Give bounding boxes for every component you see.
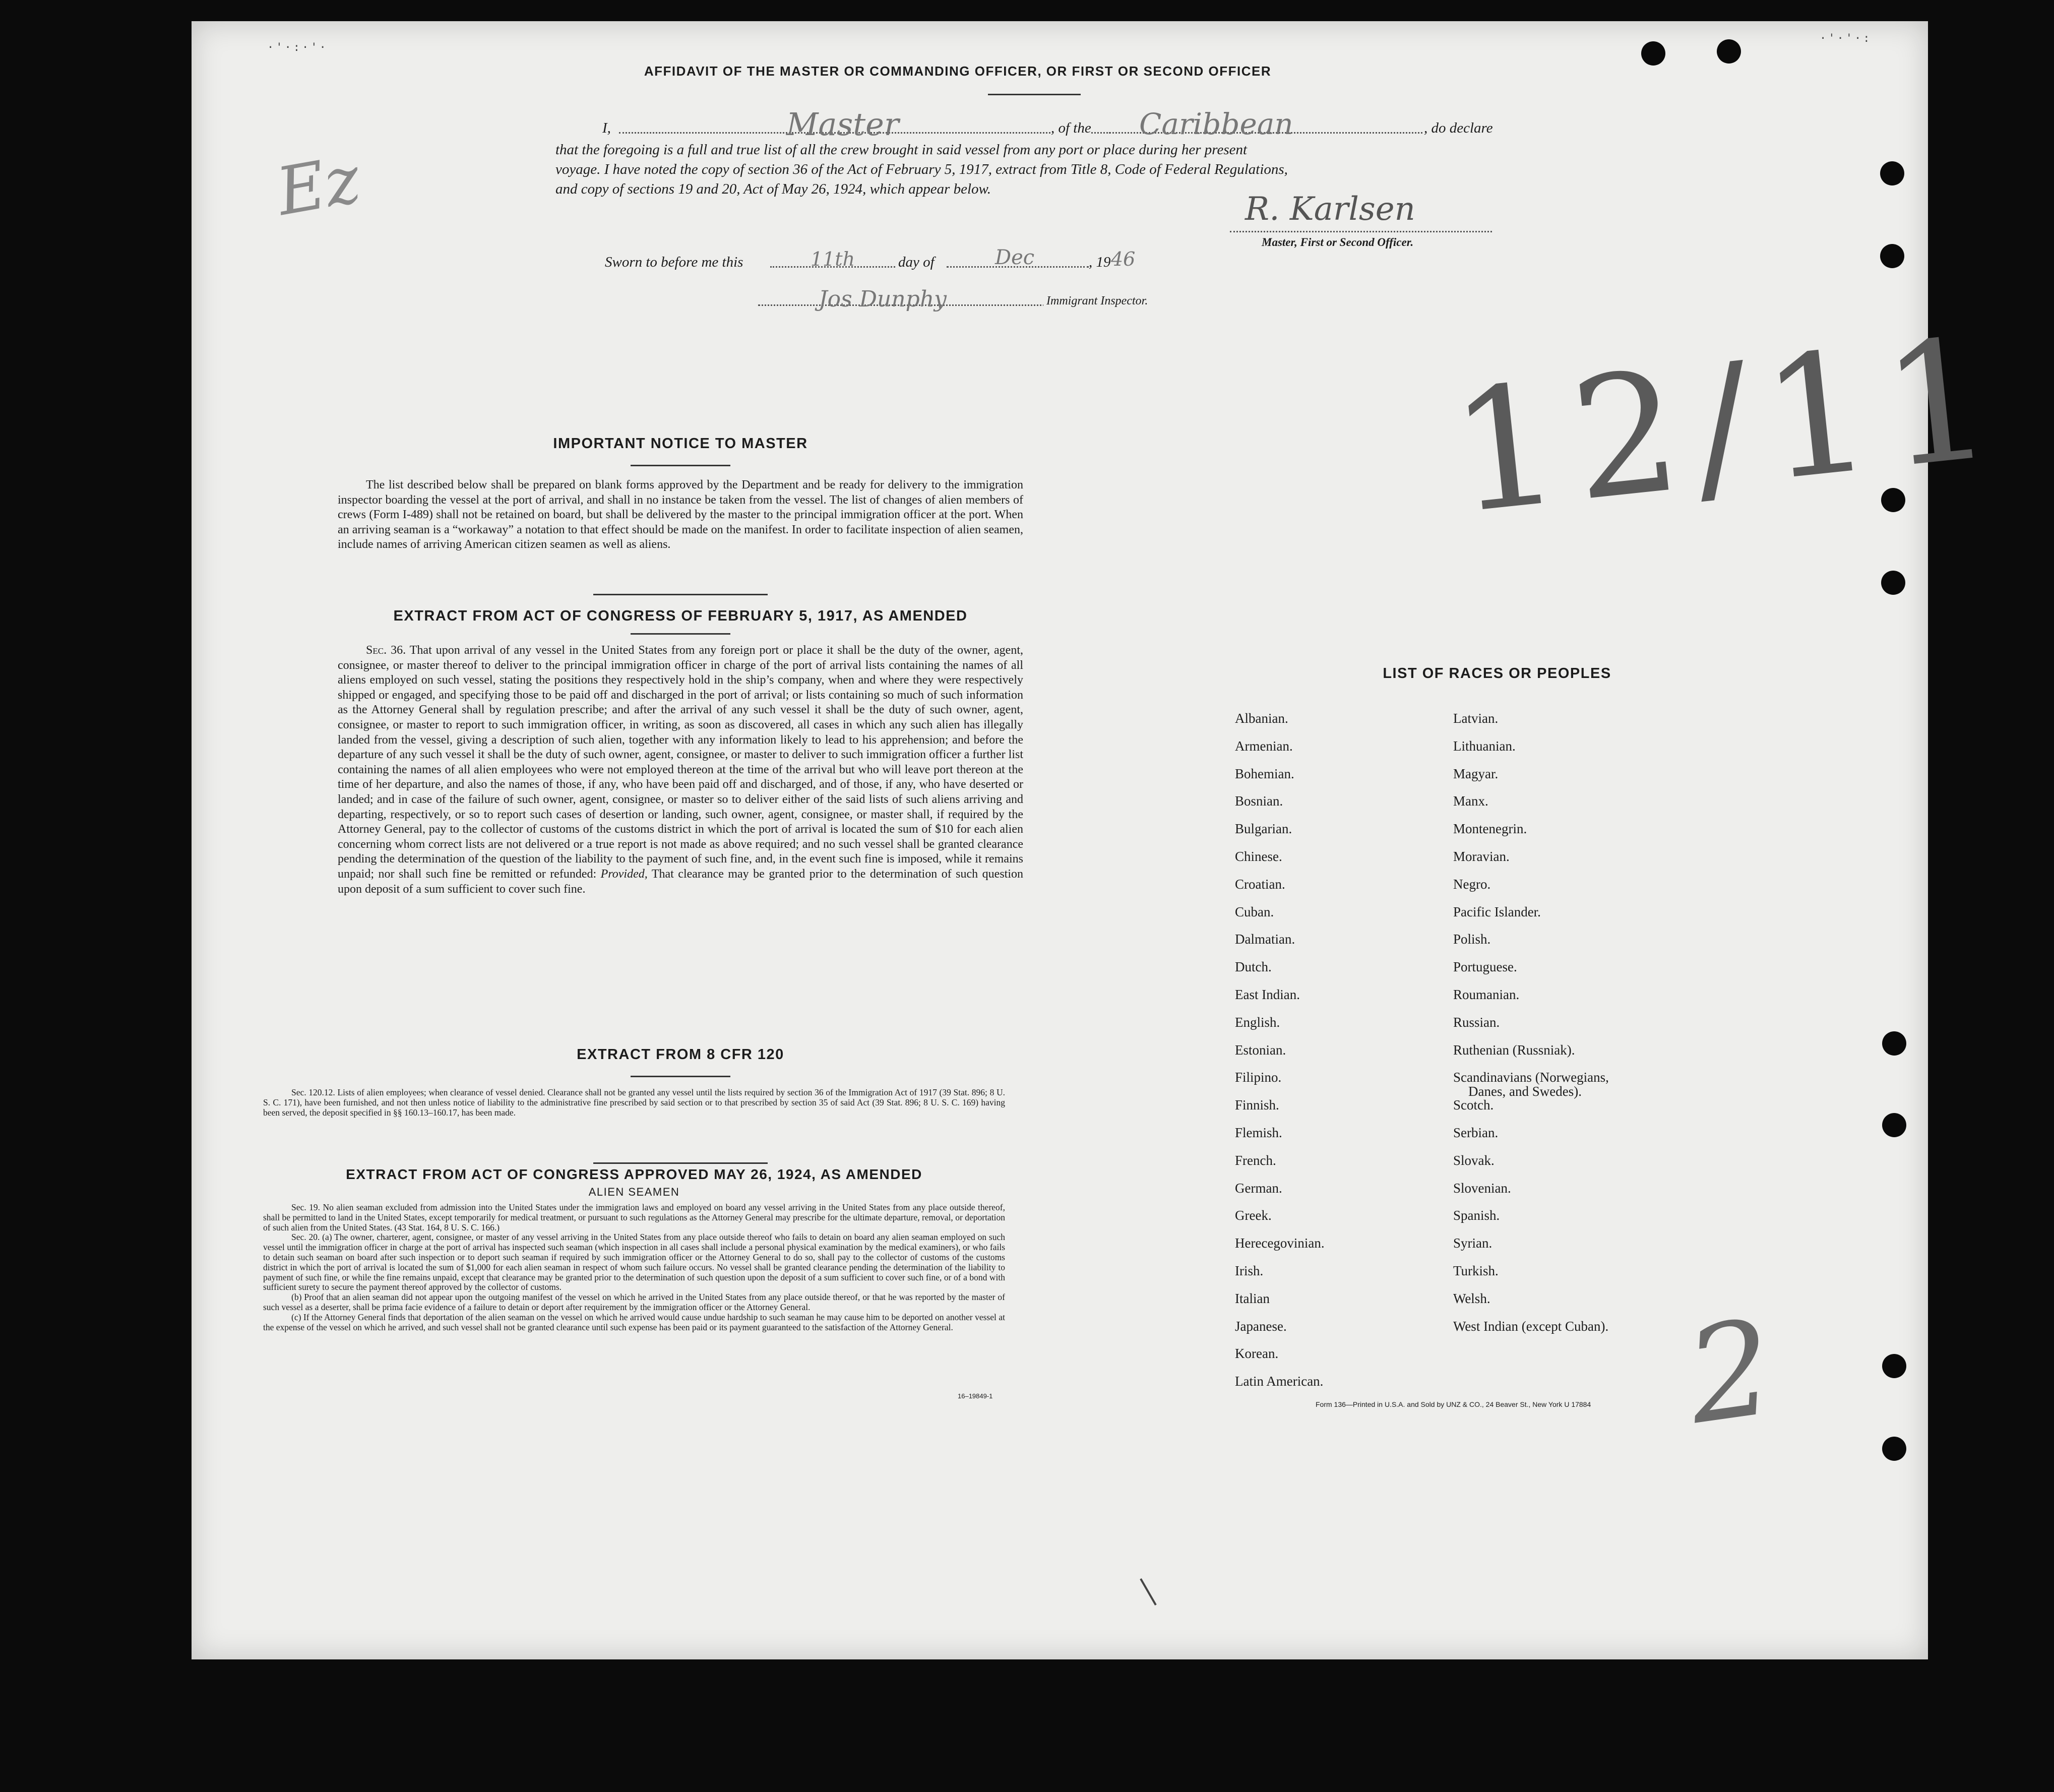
handwritten-large-note: 12/11 [1443, 300, 2016, 551]
section-label: Sec. 36. [366, 644, 406, 657]
race-item: Slovak. [1453, 1152, 1495, 1168]
notice-paragraph: The list described below shall be prepared on blank forms approved by the Department and be ready for delivery to the immigration inspector boarding the vessel at the port of arrival, and shall in no instance be taken from the vessel. The list of changes of alien members of crews (Form I-489) shall not be retained on board, but shall be delivered by the master to the principal immigration officer at the port. When an arriving seaman is a “workaway” a notation to that effect should be made on the manifest. In order to facilitate inspection of alien seamen, include names of arriving American citizen seamen as well as aliens. [338, 478, 1023, 551]
affidavit-i-label: I, [602, 120, 611, 136]
handwritten-corner-number: 2 [1678, 1291, 1782, 1454]
do-declare-label: , do declare [1424, 120, 1493, 136]
extract-1917-block [338, 643, 1023, 897]
race-item: Chinese. [1235, 849, 1282, 864]
divider [593, 1162, 768, 1164]
race-item: Negro. [1453, 876, 1491, 892]
signature-blank [1230, 231, 1492, 232]
of-the-label: , of the [1051, 120, 1091, 136]
punch-hole [1882, 1437, 1906, 1461]
extract-1917-title: EXTRACT FROM ACT OF CONGRESS OF FEBRUARY 5, 1917, AS AMENDED [393, 608, 968, 624]
form-footer: Form 136—Printed in U.S.A. and Sold by UNZ & CO., 24 Beaver St., New York U 17884 [1316, 1400, 1591, 1408]
handwritten-month: Dec [995, 246, 1035, 269]
inspector-signature: Jos Dunphy [819, 286, 947, 312]
race-item: Russian. [1453, 1014, 1500, 1030]
affidavit-title: AFFIDAVIT OF THE MASTER OR COMMANDING OFFICER, OR FIRST OR SECOND OFFICER [644, 64, 1272, 79]
race-item: Croatian. [1235, 876, 1285, 892]
race-item: Moravian. [1453, 849, 1510, 864]
race-item: Albanian. [1235, 711, 1288, 726]
punch-hole [1881, 571, 1905, 595]
race-item: Herecegovinian. [1235, 1235, 1325, 1251]
race-item: German. [1235, 1180, 1282, 1196]
race-item: Dutch. [1235, 959, 1272, 975]
race-item: Portuguese. [1453, 959, 1517, 975]
race-item: French. [1235, 1152, 1276, 1168]
extract-1924-block [263, 1203, 1005, 1332]
divider [988, 94, 1081, 95]
extract-1917-paragraph [338, 643, 1023, 897]
punch-hole [1882, 1354, 1906, 1378]
race-item: Bohemian. [1235, 766, 1294, 781]
race-item: Ruthenian (Russniak). [1453, 1042, 1575, 1058]
race-item: Magyar. [1453, 766, 1499, 781]
punch-hole [1880, 244, 1904, 268]
race-item: Greek. [1235, 1208, 1272, 1223]
form-code: 16–19849-1 [958, 1392, 993, 1400]
race-item: Armenian. [1235, 738, 1293, 754]
race-item: Flemish. [1235, 1125, 1282, 1140]
race-item: Korean. [1235, 1346, 1279, 1362]
punch-hole [1882, 1031, 1906, 1056]
section-text-end: That clearance may be granted prior to the determination of such question upon deposit of a sum sufficient to cover such fine. [338, 867, 1023, 896]
day-of-label: day of [898, 254, 935, 270]
race-item: Irish. [1235, 1263, 1264, 1278]
affidavit-line: that the foregoing is a full and true list of all the crew brought in said vessel from any port or place during her present [555, 142, 1248, 158]
race-item: Latvian. [1453, 711, 1499, 726]
punch-hole [1882, 1113, 1906, 1137]
race-item: Turkish. [1453, 1263, 1499, 1278]
sec20b-paragraph: (b) Proof that an alien seaman did not appear upon the outgoing manifest of the vessel on which he arrived in the United States from any place outside thereof, or that he was reported by the master of such vessel as a deserter, shall be prima facie evidence of a failure to detain or deport after requirement by the immigration officer or the Attorney General. [263, 1292, 1005, 1312]
divider [631, 465, 730, 466]
year-label: , 19 [1089, 254, 1111, 270]
race-item: Spanish. [1453, 1208, 1500, 1223]
race-item: Japanese. [1235, 1318, 1287, 1334]
race-item: Lithuanian. [1453, 738, 1516, 754]
race-item: English. [1235, 1014, 1280, 1030]
handwritten-year: 46 [1111, 248, 1136, 270]
race-item: Bulgarian. [1235, 821, 1292, 837]
race-item: Polish. [1453, 932, 1491, 947]
race-item: Dalmatian. [1235, 932, 1295, 947]
race-item: Slovenian. [1453, 1180, 1511, 1196]
signature-caption: Master, First or Second Officer. [1262, 236, 1414, 249]
race-item: Scotch. [1453, 1097, 1494, 1113]
alien-seamen-subtitle: ALIEN SEAMEN [588, 1186, 680, 1198]
race-item: Montenegrin. [1453, 821, 1527, 837]
notice-title: IMPORTANT NOTICE TO MASTER [553, 436, 808, 452]
race-item: Serbian. [1453, 1125, 1499, 1140]
divider [631, 633, 730, 635]
race-item: Manx. [1453, 793, 1488, 809]
notice-text-block [338, 478, 1023, 552]
race-item: Syrian. [1453, 1235, 1492, 1251]
print-speck: ·'·:·'· [267, 41, 328, 54]
affidavit-line: voyage. I have noted the copy of section 36 of the Act of February 5, 1917, extract from Title 8, Code of Federal Regulations, [555, 161, 1288, 177]
extract-cfr-title: EXTRACT FROM 8 CFR 120 [577, 1046, 784, 1063]
race-item: Scandinavians (Norwegians, [1453, 1070, 1609, 1085]
margin-initial: Ez [271, 140, 366, 231]
races-title: LIST OF RACES OR PEOPLES [1383, 665, 1611, 682]
race-item: Italian [1235, 1290, 1270, 1306]
race-item: East Indian. [1235, 987, 1300, 1002]
extract-1924-title: EXTRACT FROM ACT OF CONGRESS APPROVED MAY 26, 1924, AS AMENDED [346, 1166, 922, 1182]
sec19-paragraph: Sec. 19. No alien seaman excluded from admission into the United States under the immigration laws and employed on board any vessel arriving in the United States from any place outside thereof, shall be permitted to land in the United States, except temporarily for medical treatment, or pursuant to such regulations as the Attorney General may prescribe for the ultimate departure, removal, or deportation of such alien from the United States. (43 Stat. 164, 8 U. S. C. 166.) [263, 1202, 1005, 1232]
affidavit-line: and copy of sections 19 and 20, Act of May 26, 1924, which appear below. [555, 181, 991, 197]
extract-cfr-block [263, 1088, 1005, 1118]
document-page [192, 21, 2016, 1659]
race-item: Pacific Islander. [1453, 904, 1541, 919]
race-item: Latin American. [1235, 1374, 1324, 1389]
race-item: Bosnian. [1235, 793, 1283, 809]
sec20c-paragraph: (c) If the Attorney General finds that deportation of the alien seaman on the vessel on which he arrived would cause undue hardship to such seaman he may cause him to be deported on another vessel at the expense of the vessel on which he arrived, and such vessel shall not be granted clearance until such expense has been paid or its payment guaranteed to the satisfaction of the Attorney General. [263, 1312, 1005, 1332]
sworn-label: Sworn to before me this [605, 254, 743, 270]
master-signature: R. Karlsen [1245, 191, 1415, 228]
section-text: That upon arrival of any vessel in the United States from any foreign port or place it shall be the duty of the owner, agent, consignee, or master thereof to deliver to the principal immigration officer in charge of the port of arrival lists containing the names of all aliens employed on such vessel, stating the positions they respectively hold in the ship’s company, when and where they were respectively shipped or engaged, and specifying those to be paid off and discharged in the port of arrival; or lists containing so much of such information as the Attorney General shall by regulation prescribe; and after the arrival of any such vessel it shall be the duty of such owner, agent, consignee, or master to report to such immigration officer, in writing, as soon as discovered, all cases in which any such alien has illegally landed from the vessel, giving a description of such alien, together with any information likely to lead to his apprehension; and before the departure of any such vessel it shall be the duty of such owner, agent, consignee, or master to deliver to such immigration officer a further list containing the names of all alien employees who were not employed thereon at the time of the arrival but who will leave port thereon at the time of her departure, and also the names of those, if any, who have been paid off and discharged, and of those, if any, who have deserted or landed; and in case of the failure of such owner, agent, consignee, or master so to deliver either of the said lists of such aliens arriving and departing, respectively, or so to report such cases of desertion or landing, such owner, agent, consignee, or master shall, if required by the Attorney General, pay to the collector of customs of the customs district in which the port of arrival is located the sum of $10 for each alien concerning whom correct lists are not delivered or a true report is not made as above required; and no such vessel shall be granted clearance pending the determination of the question of the liability to the payment of such fine, and, in the event such fine is imposed, while it remains unpaid; nor shall such fine be remitted or refunded: [338, 644, 1023, 881]
divider [593, 594, 768, 595]
cfr-paragraph: Sec. 120.12. Lists of alien employees; when clearance of vessel denied. Clearance shall not be granted any vessel until the lists required by section 36 of the Immigration Act of 1917 (39 Stat. 896; 8 U. S. C. 171), have been furnished, and not then unless notice of liability to the administrative fine prescribed by said section or to that prescribed by section 35 of said Act (39 Stat. 896; 8 U. S. C. 169) having been served, the deposit specified in §§ 160.13–160.17, has been made. [263, 1087, 1005, 1118]
punch-hole [1880, 161, 1904, 186]
handwritten-name: Master [786, 106, 899, 143]
race-item: Estonian. [1235, 1042, 1286, 1058]
stray-mark [1140, 1578, 1156, 1605]
handwritten-vessel: Caribbean [1139, 107, 1293, 141]
race-item: Danes, and Swedes). [1468, 1084, 1582, 1099]
race-item: Finnish. [1235, 1097, 1279, 1113]
race-item: Welsh. [1453, 1290, 1490, 1306]
punch-hole [1717, 39, 1741, 64]
sec20a-paragraph: Sec. 20. (a) The owner, charterer, agent, consignee, or master of any vessel arriving in the United States from any place outside thereof who fails to detain on board any alien seaman employed on such vessel until the immigration officer in charge at the port of arrival has inspected such seaman (which inspection in all cases shall include a personal physical examination by the medical examiners), or who fails to detain such seaman on board after such inspection or to deport such seaman if required by such immigration officer or the Attorney General to do so, shall pay to the collector of customs of the customs district in which the port of arrival is located the sum of $1,000 for each alien seaman in respect of whom such failure occurs. No vessel shall be granted clearance pending the determination of the liability to payment of such fine, or while the fine remains unpaid, except that clearance may be granted prior to the determination of such question upon the deposit of a sum sufficient to cover such fine, or of a bond with sufficient surety to secure the payment thereof approved by the collector of customs. [263, 1232, 1005, 1292]
race-item: Filipino. [1235, 1070, 1282, 1085]
handwritten-day: 11th [811, 248, 855, 270]
inspector-caption: Immigrant Inspector. [1043, 294, 1148, 308]
provided-label: Provided, [600, 867, 648, 881]
divider [631, 1076, 730, 1077]
race-item: Roumanian. [1453, 987, 1520, 1002]
race-item: Cuban. [1235, 904, 1274, 919]
print-speck: ·'·'·: [1820, 32, 1872, 45]
race-item: West Indian (except Cuban). [1453, 1318, 1609, 1334]
punch-hole [1641, 41, 1665, 66]
